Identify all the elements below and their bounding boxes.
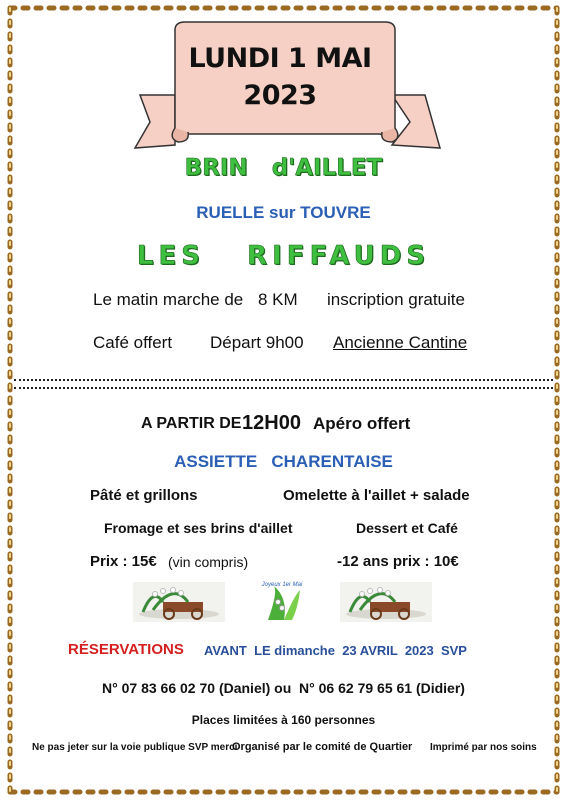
banner-line-year: 2023 [243,80,317,111]
banner-line-day: LUNDI 1 MAI [188,43,372,74]
price-adult: Prix : 15€ [90,553,157,570]
event-name: BRIN d'AILLET [184,155,383,181]
apero-note: Apéro offert [313,414,411,433]
date-banner [0,0,567,160]
noon-start-label: A PARTIR DE [141,415,242,432]
walk-label: Le matin marche de [93,290,244,309]
event-group: LES RIFFAUDS [136,241,431,271]
walk-distance: 8 KM [258,290,298,309]
lily-of-valley-cart-image-right [340,582,432,622]
logo-text: Joyeux 1er Mai [261,582,303,588]
noon-time: 12H00 [242,412,301,434]
menu-item-omelette: Omelette à l'aillet + salade [283,487,470,504]
coffee-note: Café offert [93,333,173,352]
event-location: RUELLE sur TOUVRE [196,203,371,222]
departure-time: Départ 9h00 [210,333,304,352]
places-limit: Places limitées à 160 personnes [191,713,376,727]
inscription-note: inscription gratuite [327,290,465,309]
section-divider [14,379,553,389]
price-note: (vin compris) [168,554,249,570]
reservation-phones: N° 07 83 66 02 70 (Daniel) ou N° 06 62 79 65 61 (Didier) [102,680,465,696]
reservation-label: RÉSERVATIONS [68,641,184,658]
reservation-deadline: AVANT LE dimanche 23 AVRIL 2023 SVP [204,643,467,658]
footer-organizer: Organisé par le comité de Quartier [232,741,413,753]
footer-left-note: Ne pas jeter sur la voie publique SVP merci [32,742,238,753]
menu-item-dessert: Dessert et Café [356,520,458,536]
venue-name: Ancienne Cantine [333,333,468,352]
lily-of-valley-cart-image-left [133,582,225,622]
menu-title: ASSIETTE CHARENTAISE [174,452,393,471]
footer-printed: Imprimé par nos soins [430,742,537,753]
price-child: -12 ans prix : 10€ [337,553,459,570]
banner-date [180,40,380,114]
menu-item-pate: Pâté et grillons [90,487,198,504]
menu-item-fromage: Fromage et ses brins d'aillet [104,520,293,536]
joyeux-1er-mai-logo [248,582,316,622]
